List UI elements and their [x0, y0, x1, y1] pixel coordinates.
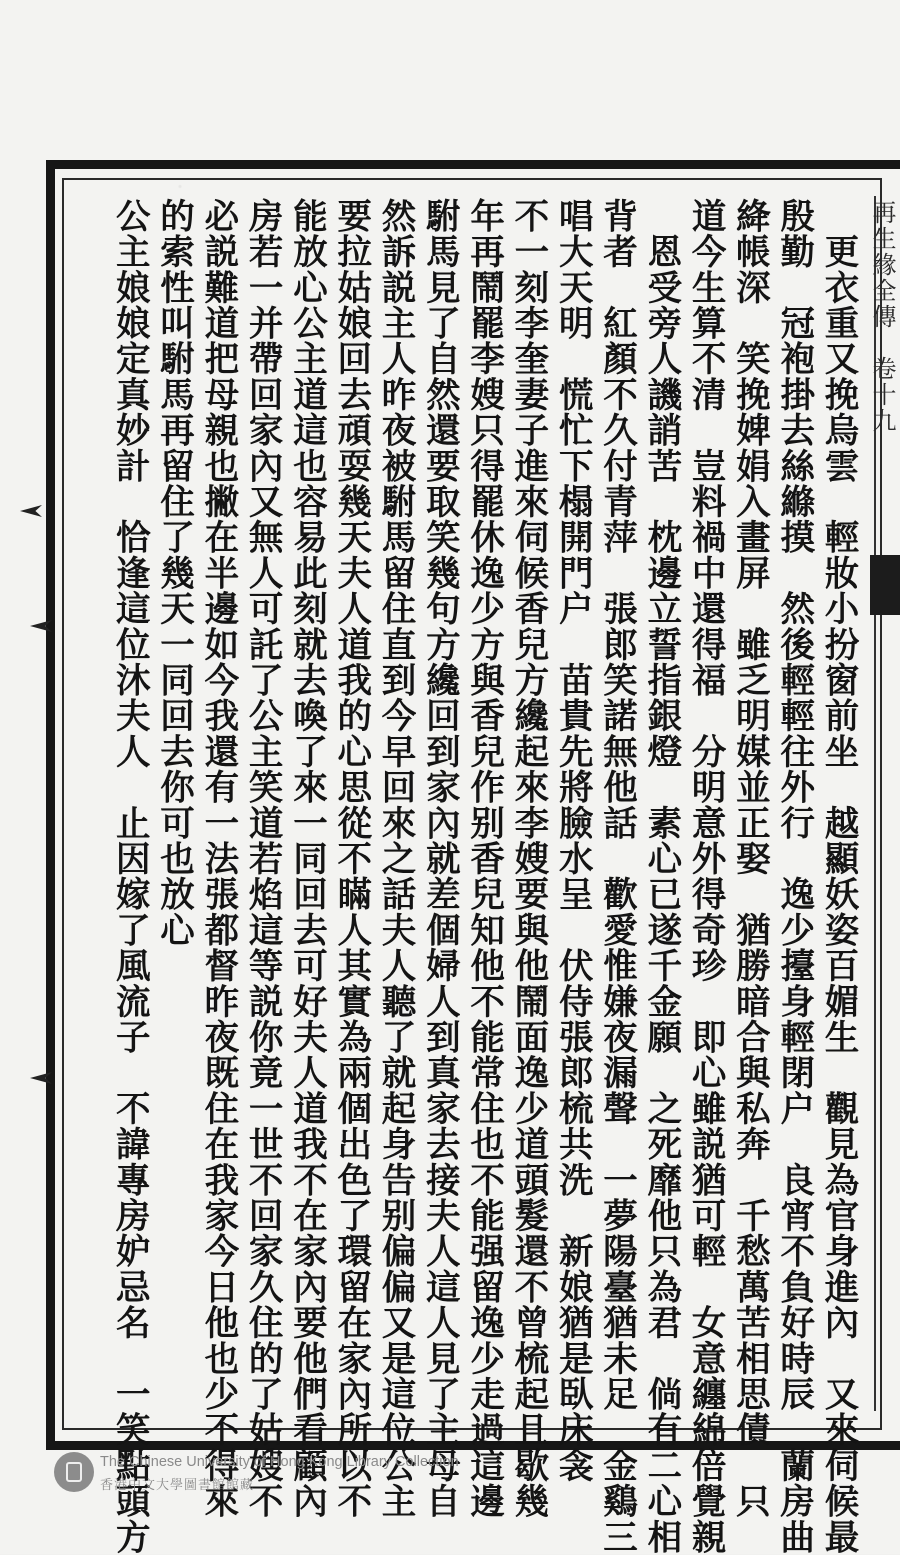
- text-column: 房若一并帶回家內又無人可託了公主笑道若焰這等説你竟一世不回家久住的了姑嫂不: [242, 198, 283, 1519]
- text-column: 殷勤 冠袍掛去絲縧摸 然後輕輕往外行 逸少擡身輕閉户 良宵不負好時辰 蘭房曲: [773, 198, 814, 1555]
- gutter-title: 再生緣全傳 卷十九: [868, 200, 896, 434]
- text-column: 公主娘娘定真妙計 恰逢這位沐夫人 止因嫁了風流子 不諱專房妒忌名 一笑點頭方: [109, 198, 150, 1555]
- text-column: 年再鬧罷李嫂只得罷休逸少方與香兒作别香兒知他不能常住也不能强留逸少走過這邊: [463, 198, 504, 1519]
- text-column: 更衣重又挽烏雲 輕妝小扮窗前坐 越顯妖姿百媚生 觀見為官身進內 又來伺候最: [818, 198, 858, 1555]
- text-column: 背者 紅顏不久付青萍 張郎笑諾無他話 歡愛惟嫌夜漏聲 一夢陽臺猶未足 金鷄三: [596, 198, 637, 1555]
- text-column: 要拉姑娘回去頑耍幾天夫人道我的心思從不瞞人其實為兩個出色了環留在家內所以不: [330, 198, 371, 1519]
- text-column: 必説難道把母親也撇在半邊如今我還有一法張都督昨夜既住在我家今日他也少不得來: [197, 198, 238, 1519]
- text-column: 道今生算不清 豈料禍中還得福 分明意外得奇珍 即心雖説猶可輕 女意纏綿倍覺親: [685, 198, 726, 1555]
- text-column: 恩受旁人譏誚苦 枕邊立誓指銀燈 素心已遂千金願 之死靡他只為君 倘有二心相: [640, 198, 681, 1555]
- library-watermark: [50, 1452, 530, 1496]
- text-column: 然訴説主人昨夜被駙馬留住直到今早回來之話夫人聽了就起身告别偏偏又是這位公主: [375, 198, 416, 1519]
- text-column: 的索性叫駙馬再留住了幾天一同回去你可也放心: [153, 198, 194, 948]
- text-column: 絳帳深 笑挽婢娟入畫屏 雖乏明媒並正娶 猶勝暗合與私奔 千愁萬苦相思債 只: [729, 198, 770, 1519]
- text-column: 唱大天明 慌忙下榻開門户 苗貴先將臉水呈 伏侍張郎梳共洗 新娘猶是臥床衾: [552, 198, 593, 1484]
- text-column: 駙馬見了自然還要取笑幾句方纔回到家內就差個婦人到真家去接夫人這人見了主母自: [419, 198, 460, 1519]
- collection-name-english: The Chinese University of Hong Kong Library Collection: [100, 1454, 459, 1470]
- collection-name-chinese: 香港中文大學圖書館館藏: [100, 1478, 255, 1493]
- text-column: 能放心公主道這也容易此刻就去喚了來一同回去可好夫人道我不在家內要他們看顧內: [286, 198, 327, 1519]
- text-column: 不一刻李奎妻子進來伺候香兒方纔起來李嫂要與他鬧面逸少道頭髮還不曾梳起且歇幾: [507, 198, 548, 1519]
- fishtail-mark: [870, 555, 900, 615]
- library-logo-icon: [54, 1452, 94, 1492]
